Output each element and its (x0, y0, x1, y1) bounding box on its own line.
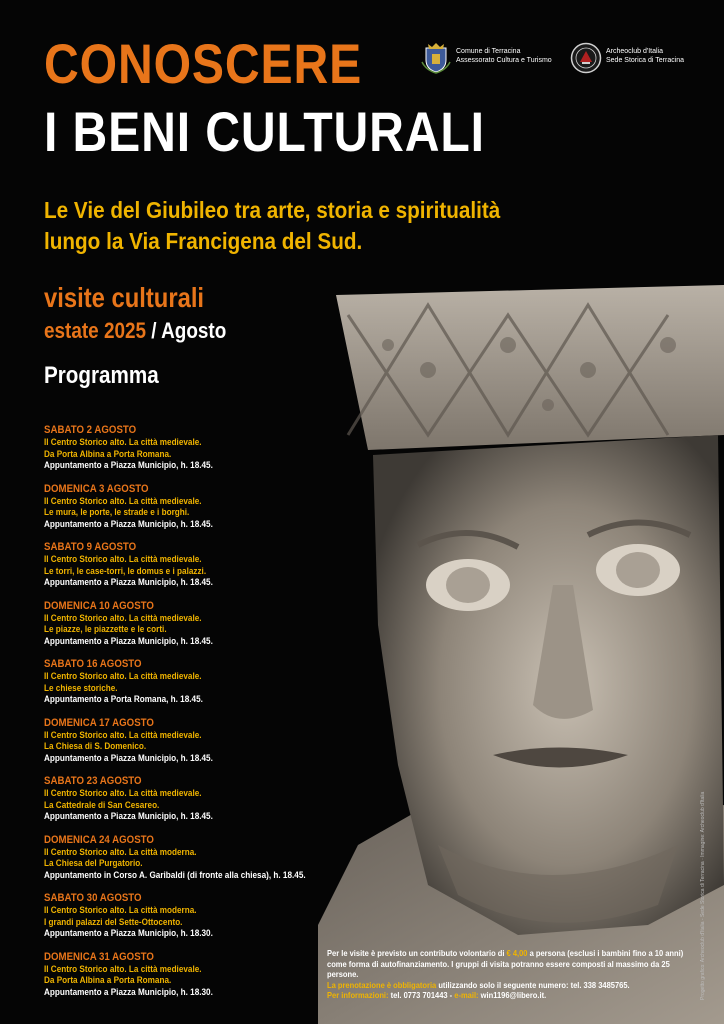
logo-archeoclub (570, 42, 684, 74)
title-line1: CONOSCERE (44, 32, 363, 95)
event-meeting-point: Appuntamento a Piazza Municipio, h. 18.45. (44, 460, 213, 471)
event-meeting-point: Appuntamento a Piazza Municipio, h. 18.45. (44, 577, 213, 588)
event-subtitle: La Chiesa di S. Domenico. (44, 741, 147, 752)
event-title: Il Centro Storico alto. La città medievale. (44, 729, 202, 741)
event-meeting-point: Appuntamento a Piazza Municipio, h. 18.45. (44, 635, 213, 647)
logo2-line2: Sede Storica di Terracina (606, 56, 685, 64)
event-meeting-point: Appuntamento a Piazza Municipio, h. 18.30. (44, 928, 213, 939)
event-item (44, 717, 344, 765)
title-line2: I BENI CULTURALI (44, 100, 485, 163)
subtitle-line2: lungo la Via Francigena del Sud. (44, 228, 363, 254)
event-title: Il Centro Storico alto. La città medievale. (44, 437, 202, 448)
event-meeting-point: Appuntamento a Piazza Municipio, h. 18.45. (44, 811, 213, 822)
logo1-line2: Assessorato Cultura e Turismo (456, 56, 552, 64)
event-subtitle: Le mura, le porte, le strade e i borghi. (44, 507, 190, 518)
event-title: Il Centro Storico alto. La città medievale. (44, 788, 202, 799)
info-text (327, 991, 686, 1002)
event-title: Il Centro Storico alto. La città moderna. (44, 905, 197, 916)
subtitle (44, 195, 500, 257)
event-title: Il Centro Storico alto. La città moderna. (44, 846, 197, 858)
event-date: DOMENICA 24 AGOSTO (44, 833, 154, 846)
price: € 4,00 (506, 949, 528, 958)
credit-text: Progetto grafico: Archeoclub d'Italia - Sede Storica di Terracina · Immagine: Archeoclub d'Italia (700, 791, 706, 1000)
info-text: e-mail: (454, 991, 479, 1001)
info-text: Per le visite è previsto un contributo volontario di (327, 949, 507, 958)
event-title: Il Centro Storico alto. La città medievale. (44, 612, 202, 624)
event-title: Il Centro Storico alto. La città medievale. (44, 495, 202, 507)
event-date: DOMENICA 17 AGOSTO (44, 716, 154, 729)
event-item (44, 834, 344, 882)
info-text (327, 981, 686, 992)
event-date: SABATO 2 AGOSTO (44, 424, 137, 436)
event-subtitle: Le piazze, le piazzette e le corti. (44, 624, 167, 635)
info-text: Per informazioni: (327, 991, 389, 1001)
event-subtitle: Da Porta Albina a Porta Romana. (44, 975, 172, 986)
event-item (44, 541, 344, 589)
event-subtitle: Le torri, le case-torri, le domus e i palazzi. (44, 565, 207, 577)
subtitle-line1: Le Vie del Giubileo tra arte, storia e spiritualità (44, 197, 501, 223)
visite-culturali-heading: visite culturali (44, 282, 205, 313)
event-item (44, 600, 344, 648)
event-date: DOMENICA 31 AGOSTO (44, 950, 154, 963)
event-meeting-point: Appuntamento a Piazza Municipio, h. 18.30. (44, 986, 213, 998)
event-list (44, 424, 344, 1009)
sculpture-bust-image (318, 285, 724, 1024)
event-date: SABATO 23 AGOSTO (44, 775, 142, 787)
season-month: / Agosto (151, 318, 227, 343)
logo1-line1: Comune di Terracina (456, 48, 521, 55)
event-date: SABATO 9 AGOSTO (44, 541, 137, 553)
event-subtitle: Da Porta Albina a Porta Romana. (44, 448, 172, 460)
phone: tel. 0773 701443 - (388, 991, 455, 1001)
programma-heading: Programma (44, 362, 159, 389)
event-subtitle: I grandi palazzi del Sette-Ottocento. (44, 916, 183, 928)
event-date: DOMENICA 3 AGOSTO (44, 482, 149, 495)
event-meeting-point: Appuntamento in Corso A. Garibaldi (di fronte alla chiesa), h. 18.45. (44, 869, 306, 881)
event-item (44, 775, 344, 823)
event-meeting-point: Appuntamento a Piazza Municipio, h. 18.45. (44, 752, 213, 764)
event-item (44, 483, 344, 531)
season-year: estate 2025 (44, 318, 147, 343)
coat-of-arms-icon (420, 42, 452, 74)
event-date: SABATO 30 AGOSTO (44, 892, 142, 904)
logo2-line1: Archeoclub d'Italia (606, 48, 663, 55)
info-text (327, 949, 686, 960)
email: win1196@libero.it. (478, 991, 547, 1001)
info-text: come forma di autofinanziamento. I gruppi di visita potranno essere composti al massimo da 25 persone. (327, 959, 670, 980)
event-title: Il Centro Storico alto. La città medievale. (44, 671, 202, 682)
season-heading (44, 318, 226, 344)
info-text: La prenotazione è obbligatoria (327, 980, 437, 990)
event-subtitle: La Chiesa del Purgatorio. (44, 858, 143, 869)
archeoclub-seal-icon (570, 42, 602, 74)
event-date: DOMENICA 10 AGOSTO (44, 599, 154, 612)
logo-comune-terracina (420, 42, 552, 74)
event-subtitle: Le chiese storiche. (44, 682, 118, 694)
info-text: utilizzando solo il seguente numero: tel. 338 3485765. (436, 980, 630, 990)
event-title: Il Centro Storico alto. La città medievale. (44, 963, 202, 975)
event-meeting-point: Appuntamento a Piazza Municipio, h. 18.45. (44, 518, 213, 530)
event-date: SABATO 16 AGOSTO (44, 658, 142, 670)
event-item (44, 658, 344, 706)
event-title: Il Centro Storico alto. La città medievale. (44, 554, 202, 565)
event-item (44, 892, 344, 940)
event-item (44, 424, 344, 472)
event-item (44, 951, 344, 999)
info-block (327, 949, 686, 1002)
event-subtitle: La Cattedrale di San Cesareo. (44, 799, 160, 811)
info-text: a persona (esclusi i bambini fino a 10 anni) (527, 949, 684, 958)
event-meeting-point: Appuntamento a Porta Romana, h. 18.45. (44, 694, 203, 705)
